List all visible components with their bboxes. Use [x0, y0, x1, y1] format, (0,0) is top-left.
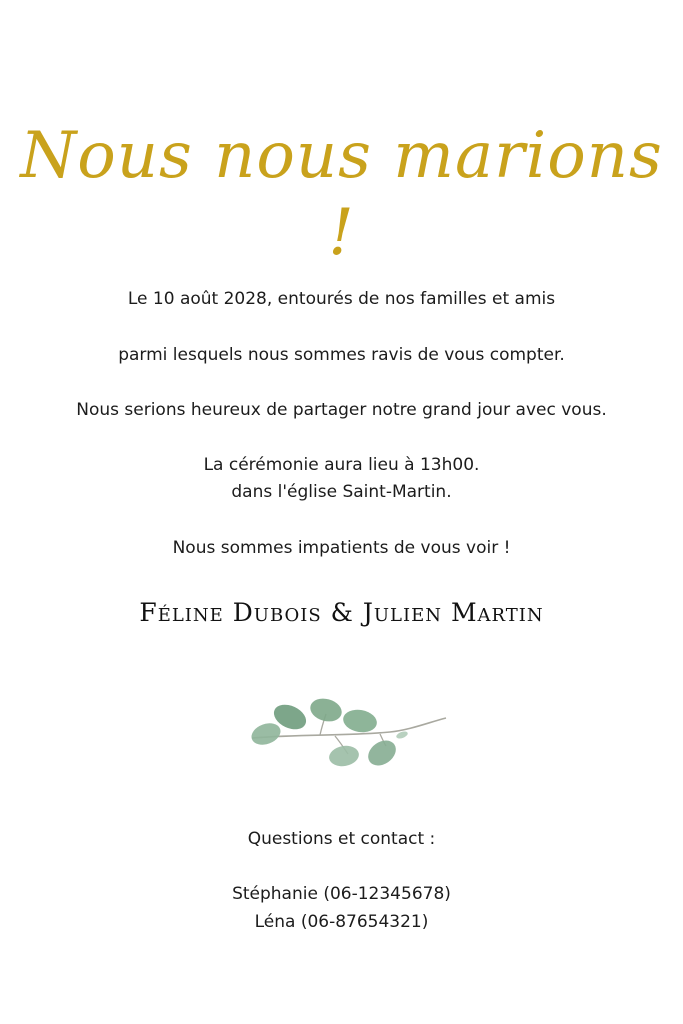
eucalyptus-branch-icon	[240, 690, 450, 775]
invitation-title: Nous nous marions !	[20, 119, 663, 270]
contact-person-lena: Léna (06-87654321)	[254, 912, 429, 932]
invitation-line-ceremony-time: La cérémonie aura lieu à 13h00.	[203, 455, 480, 475]
invitation-line-closing: Nous sommes impatients de vous voir !	[172, 538, 511, 558]
contact-person-stephanie: Stéphanie (06-12345678)	[232, 884, 451, 904]
invitation-line-ceremony-place: dans l'église Saint-Martin.	[231, 482, 452, 502]
invitation-line-date: Le 10 août 2028, entourés de nos familles et amis	[127, 289, 556, 309]
couple-names: Féline Dubois & Julien Martin	[139, 598, 544, 627]
contact-heading: Questions et contact :	[247, 829, 436, 849]
invitation-line-guests: parmi lesquels nous sommes ravis de vous compter.	[118, 345, 565, 365]
invitation-line-share: Nous serions heureux de partager notre grand jour avec vous.	[76, 400, 607, 420]
